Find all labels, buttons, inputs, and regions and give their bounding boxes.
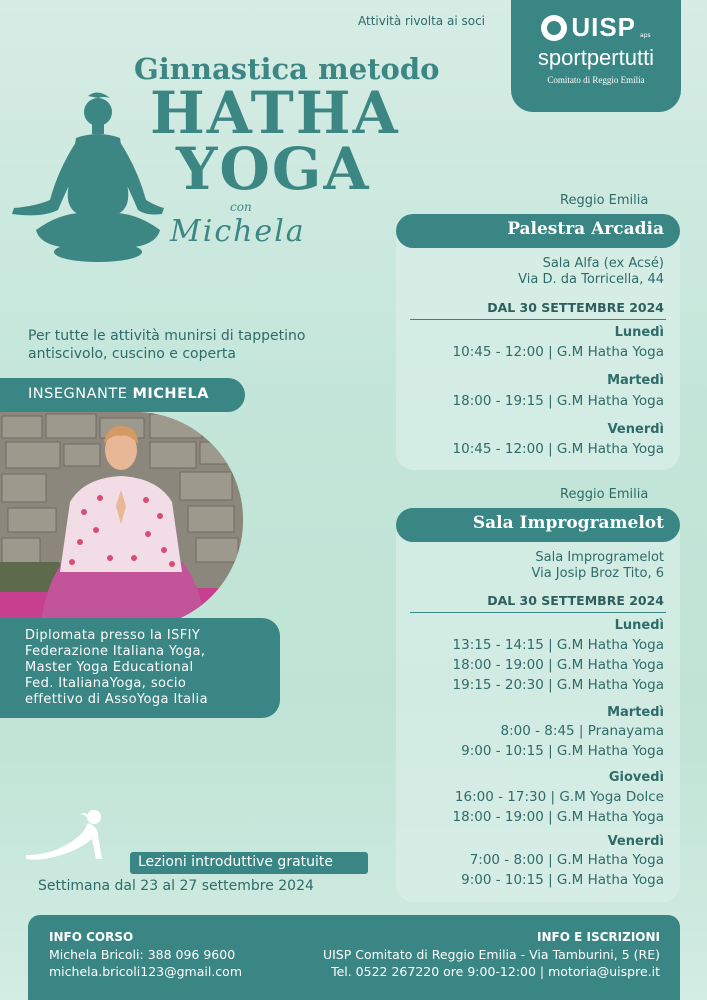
- time-slot: 13:15 - 14:15 | G.M Hatha Yoga: [452, 637, 664, 653]
- contact-phone: Michela Bricoli: 388 096 9600: [49, 947, 236, 962]
- time-slot: 7:00 - 8:00 | G.M Hatha Yoga: [469, 852, 664, 868]
- footer-info: [28, 915, 680, 1000]
- time-slot: 18:00 - 19:15 | G.M Hatha Yoga: [452, 393, 664, 409]
- time-slot: 8:00 - 8:45 | Pranayama: [500, 723, 664, 739]
- registration-heading: INFO E ISCRIZIONI: [537, 930, 660, 944]
- venue-address: Via D. da Torricella, 44: [518, 272, 664, 287]
- venue-room: Sala Improgramelot: [535, 550, 664, 565]
- cobra-pose-icon: [24, 805, 124, 865]
- day-label: Venerdì: [607, 834, 664, 849]
- course-info: [49, 929, 242, 980]
- day-label: Lunedì: [614, 325, 664, 340]
- registration-info: [323, 929, 660, 980]
- aps-label: aps: [640, 32, 651, 39]
- uisp-tagline: sportpertutti: [537, 45, 655, 70]
- title-michela: Michela: [170, 214, 306, 249]
- free-lessons-label: Lezioni introduttive gratuite: [130, 852, 368, 874]
- teacher-name: MICHELA: [132, 386, 209, 402]
- title-hatha: HATHA: [150, 79, 400, 147]
- teacher-label-text: INSEGNANTE: [28, 386, 128, 402]
- bio-line: Master Yoga Educational: [25, 660, 194, 675]
- time-slot: 10:45 - 12:00 | G.M Hatha Yoga: [452, 441, 664, 457]
- teacher-bio: [0, 618, 280, 718]
- teacher-photo: [0, 412, 243, 628]
- time-slot: 18:00 - 19:00 | G.M Hatha Yoga: [452, 657, 664, 673]
- registration-contacts: Tel. 0522 267220 ore 9:00-12:00 | motoria@uispre.it: [331, 964, 660, 979]
- venue-start-date: DAL 30 SETTEMBRE 2024: [487, 593, 664, 608]
- uisp-brand: UISP: [571, 12, 637, 42]
- free-lessons-week: Settimana dal 23 al 27 settembre 2024: [38, 878, 314, 894]
- venue-start-date: DAL 30 SETTEMBRE 2024: [487, 300, 664, 315]
- venue-city: Reggio Emilia: [560, 487, 649, 502]
- divider: [410, 612, 666, 613]
- day-label: Martedì: [607, 705, 664, 720]
- uisp-ball-icon: [541, 15, 567, 41]
- meditation-silhouette-icon: [6, 90, 166, 270]
- day-label: Giovedì: [608, 770, 664, 785]
- time-slot: 10:45 - 12:00 | G.M Hatha Yoga: [452, 344, 664, 360]
- registration-address: UISP Comitato di Reggio Emilia - Via Tamburini, 5 (RE): [322, 947, 660, 962]
- time-slot: 18:00 - 19:00 | G.M Hatha Yoga: [452, 809, 664, 825]
- time-slot: 16:00 - 17:30 | G.M Yoga Dolce: [454, 789, 664, 805]
- bio-line: Federazione Italiana Yoga,: [25, 644, 206, 659]
- title-line-1: Ginnastica metodo: [134, 52, 440, 86]
- venue-name: Sala Improgramelot: [396, 508, 680, 542]
- equipment-note: Per tutte le attività munirsi di tappetino antiscivolo, cuscino e coperta: [28, 328, 306, 362]
- title-yoga: YOGA: [176, 135, 371, 203]
- uisp-logo: [511, 12, 681, 43]
- day-label: Venerdì: [607, 422, 664, 437]
- divider: [410, 319, 666, 320]
- time-slot: 9:00 - 10:15 | G.M Hatha Yoga: [461, 872, 664, 888]
- contact-email: michela.bricoli123@gmail.com: [49, 964, 242, 979]
- teacher-photo-drawing: [0, 412, 243, 628]
- members-only-note: Attività rivolta ai soci: [358, 14, 485, 28]
- uisp-logo-badge: [511, 0, 681, 112]
- venue-name: Palestra Arcadia: [396, 214, 680, 248]
- teacher-label: [0, 378, 245, 412]
- venue-address: Via Josip Broz Tito, 6: [531, 566, 664, 581]
- bio-line: Fed. ItalianaYoga, socio: [25, 676, 187, 691]
- venue-city: Reggio Emilia: [560, 193, 649, 208]
- day-label: Lunedì: [614, 618, 664, 633]
- uisp-comitato: Comitato di Reggio Emilia: [547, 75, 645, 85]
- venue-room: Sala Alfa (ex Acsé): [542, 256, 664, 271]
- course-info-heading: INFO CORSO: [49, 930, 134, 944]
- bio-line: Diplomata presso la ISFIY: [25, 628, 201, 643]
- time-slot: 19:15 - 20:30 | G.M Hatha Yoga: [452, 677, 664, 693]
- title-con: con: [230, 200, 252, 214]
- time-slot: 9:00 - 10:15 | G.M Hatha Yoga: [461, 743, 664, 759]
- bio-line: effettivo di AssoYoga Italia: [25, 692, 208, 707]
- day-label: Martedì: [607, 373, 664, 388]
